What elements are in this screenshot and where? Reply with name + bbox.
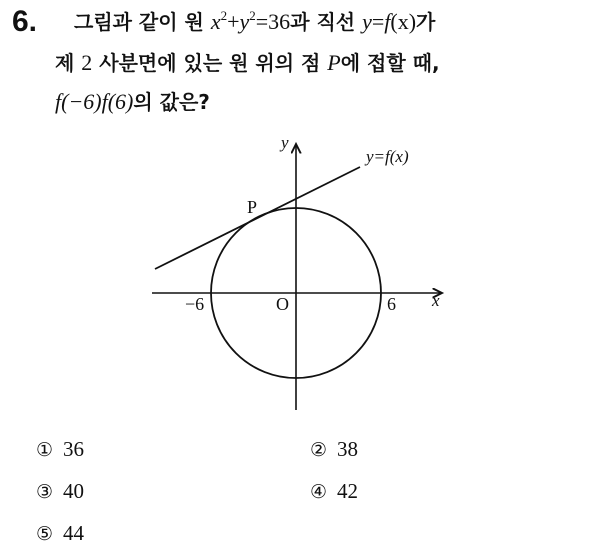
question-text: 에 접할 때, xyxy=(340,51,440,75)
line-label: y=f(x) xyxy=(366,147,409,166)
choice-mark: ① xyxy=(36,439,54,461)
choice-value: 42 xyxy=(337,479,359,503)
choice-value: 44 xyxy=(63,521,85,545)
choice-mark: ⑤ xyxy=(36,523,54,545)
choice-mark: ② xyxy=(310,439,328,461)
choice-mark: ④ xyxy=(310,481,328,503)
neg-six-label: −6 xyxy=(185,294,205,314)
question-text: 가 xyxy=(416,10,436,34)
choice-1[interactable] xyxy=(36,436,84,463)
question-text: 그림과 같이 원 xyxy=(74,10,211,34)
product-expression: f(−6)f(6) xyxy=(55,89,134,114)
quadrant-number: 2 xyxy=(81,50,93,75)
y-axis-label: y xyxy=(281,133,289,152)
choice-2[interactable] xyxy=(310,436,358,463)
question-text: 의 값은? xyxy=(133,90,210,114)
choice-mark: ③ xyxy=(36,481,54,503)
question-text: 제 xyxy=(55,51,82,75)
line-equation: y=f(x) xyxy=(362,9,417,34)
x-axis-label: x xyxy=(432,291,440,310)
question-text: 과 직선 xyxy=(290,10,363,34)
choice-4[interactable] xyxy=(310,478,358,505)
point-name: P xyxy=(327,50,341,75)
question-number: 6. xyxy=(12,5,38,38)
pos-six-label: 6 xyxy=(387,294,396,314)
question-text: 사분면에 있는 원 위의 점 xyxy=(92,51,328,75)
tangent-line xyxy=(155,167,360,269)
circle-equation: $x^2+y^2=36$ xyxy=(210,8,291,34)
point-p-label: P xyxy=(247,197,258,217)
choice-value: 38 xyxy=(337,437,359,461)
choice-value: 40 xyxy=(63,479,85,503)
choice-value: 36 xyxy=(63,437,85,461)
choice-3[interactable] xyxy=(36,478,84,505)
origin-label: O xyxy=(276,294,289,314)
choice-5[interactable] xyxy=(36,520,84,547)
